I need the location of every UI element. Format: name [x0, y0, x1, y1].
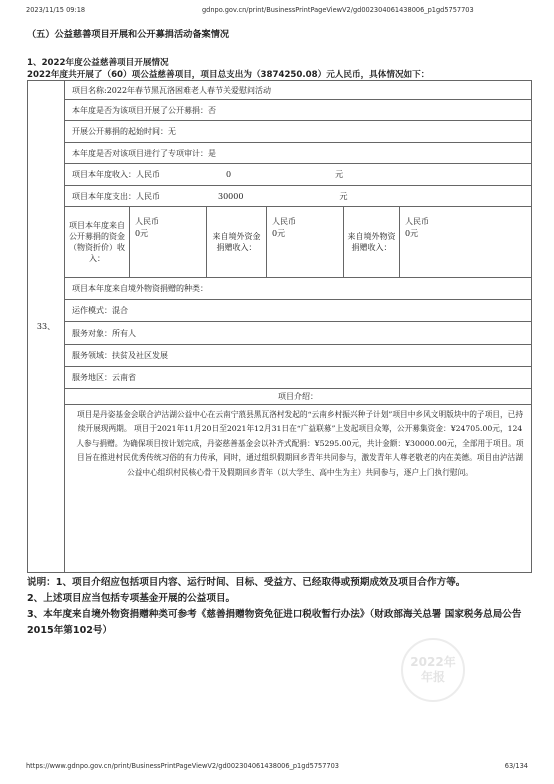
note-1: 说明：1、项目介绍应包括项目内容、运行时间、目标、受益方、已经取得或预期成效及项目合作方等。 [27, 577, 466, 588]
project-intro-text: 项目是丹姿基金会联合泸沽湖公益中心在云南宁蒗县黑瓦洛村发起的“云南乡村振兴种子计划”项目中乡风文明版块中的子项目，已持续开展现两期。 项目于2021年11月20日至2021年12月31日在“广益联募”上发起项目众筹，公开募集资金：¥24705.00元，124人参与捐赠。为确保项目按计划完成，丹姿慈善基金会以补齐式配捐：¥5295.00元，共计金额：¥30000.00元，全部用于项目。项目旨在推进村民优秀传统习俗的有力传承，同时，通过组织假期回乡青年共同参与，激发青年人尊老敬老的内在美德。项目由泸沽湖公益中心组织村民核心骨干及假期回乡青年（以大学生、高中生为主）共同参与，逐户上门执行慰问。 [76, 410, 524, 477]
foreign-funds-currency: 人民币 [272, 217, 296, 226]
public-fundraising-income-currency: 人民币 [135, 217, 159, 226]
print-header-url: gdnpo.gov.cn/print/BusinessPrintPageViewV2/gd002304061438006_p1gd5757703 [202, 6, 474, 14]
special-audit-row [65, 143, 531, 164]
note-3: 3、本年度来自境外物资捐赠种类可参考《慈善捐赠物资免征进口税收暂行办法》（财政部海关总署 国家税务总局公告2015年第102号） [27, 609, 522, 636]
project-index: 33、 [28, 81, 65, 572]
foreign-material-type-text: 项目本年度来自境外物资捐赠的种类： [72, 284, 208, 293]
foreign-material-amount: 0元 [405, 229, 419, 238]
income-row [65, 164, 531, 186]
watermark-year: 2022年 [410, 655, 456, 669]
special-audit-text: 本年度是否对该项目进行了专项审计：是 [72, 148, 216, 158]
income-label: 项目本年度收入：人民币 [72, 170, 160, 179]
foreign-funds-value [267, 207, 344, 277]
section-title: （五）公益慈善项目开展和公开募捐活动备案情况 [27, 29, 230, 40]
print-page-number: 63/134 [504, 762, 528, 770]
service-target-text: 服务对象：所有人 [72, 328, 136, 338]
funds-breakdown-row [65, 207, 531, 278]
browser-print-header [26, 6, 528, 18]
note-2: 2、上述项目应当包括专项基金开展的公益项目。 [27, 593, 236, 604]
service-field-row [65, 345, 531, 367]
foreign-funds-label: 来自境外资金捐赠收入： [207, 207, 267, 277]
public-fundraising-row [65, 100, 531, 121]
fundraising-start-row [65, 121, 531, 143]
print-datetime: 2023/11/15 09:18 [26, 6, 86, 14]
operation-mode-text: 运作模式：混合 [72, 306, 128, 315]
public-fundraising-income-amount: 0元 [135, 229, 149, 238]
subsection-title: 1、2022年度公益慈善项目开展情况 [27, 58, 169, 68]
foreign-material-currency: 人民币 [405, 217, 429, 226]
watermark-label: 年报 [420, 670, 445, 684]
public-fundraising-income-label: 项目本年度来自公开募捐的资金（物资折价）收入： [65, 207, 130, 277]
summary-line: 2022年度共开展了（60）项公益慈善项目，项目总支出为（3874250.08）元人民币，具体情况如下： [27, 70, 430, 80]
project-name: 项目名称:2022年春节黑瓦洛困难老人春节关爱慰问活动 [72, 85, 272, 95]
service-area-row [65, 367, 531, 389]
expense-row [65, 186, 531, 207]
project-details [65, 81, 531, 572]
fundraising-start-text: 开展公开募捐的起始时间：无 [72, 127, 176, 136]
foreign-material-type-row [65, 278, 531, 300]
project-table [27, 80, 532, 573]
foreign-material-value [400, 207, 531, 277]
browser-print-footer [26, 762, 528, 774]
project-intro-title: 项目介绍： [278, 392, 318, 401]
foreign-funds-amount: 0元 [272, 229, 286, 238]
public-fundraising-text: 本年度是否为该项目开展了公开募捐：否 [72, 105, 216, 115]
service-target-row [65, 322, 531, 345]
expense-label: 项目本年度支出：人民币 [72, 191, 160, 201]
foreign-material-label: 来自境外物资捐赠收入： [344, 207, 400, 277]
income-unit: 元 [335, 170, 344, 179]
project-intro-header [65, 389, 531, 405]
notes [27, 575, 532, 639]
expense-unit: 元 [339, 191, 348, 201]
annual-report-watermark [401, 638, 465, 702]
project-name-row [65, 81, 531, 100]
service-area-text: 服务地区：云南省 [72, 373, 136, 382]
public-fundraising-income-value [130, 207, 207, 277]
income-value: 0 [226, 170, 232, 179]
expense-value: 30000 [218, 191, 244, 201]
print-footer-url: https://www.gdnpo.gov.cn/print/BusinessPrintPageViewV2/gd002304061438006_p1gd5757703 [26, 762, 339, 770]
service-field-text: 服务领域：扶贫及社区发展 [72, 351, 168, 360]
project-intro-row [65, 405, 531, 572]
operation-mode-row [65, 300, 531, 322]
